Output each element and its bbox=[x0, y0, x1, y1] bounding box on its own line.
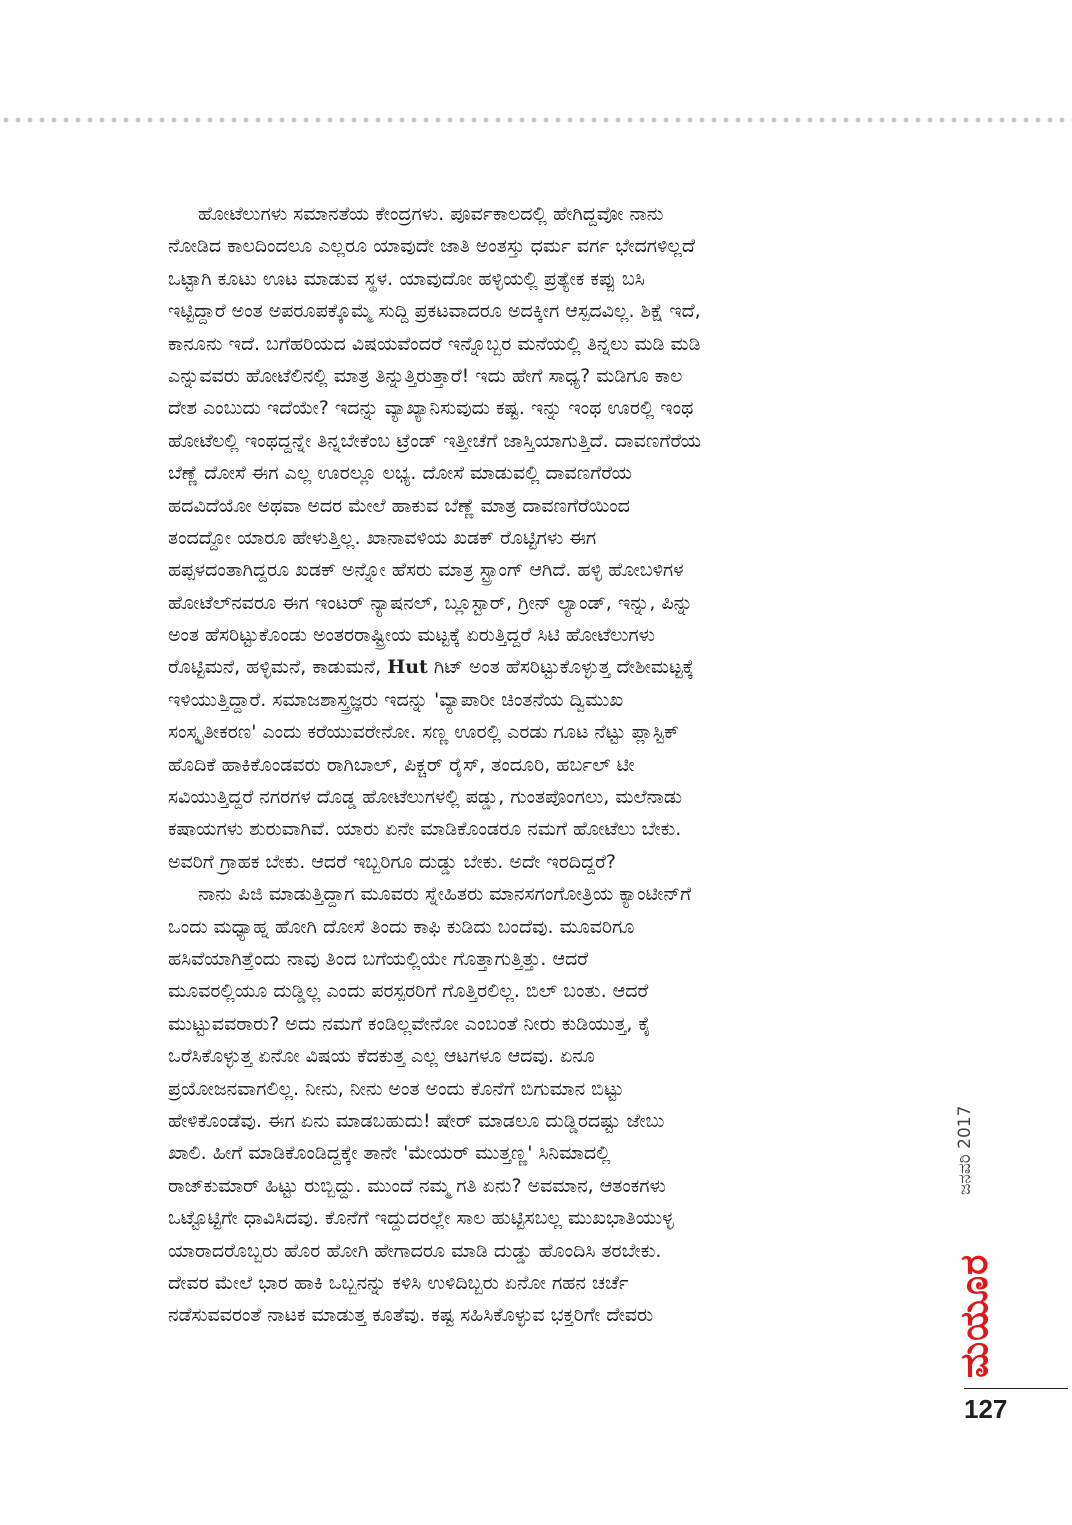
issue-date: ಜನವರಿ 2017 bbox=[955, 1105, 975, 1195]
article-line: ನೋಡಿದ ಕಾಲದಿಂದಲೂ ಎಲ್ಲರೂ ಯಾವುದೇ ಜಾತಿ ಅಂತಸ್ತು ಧರ್ಮ ವರ್ಗ ಭೇದಗಳಿಲ್ಲದೆ bbox=[168, 235, 695, 258]
footer-rule bbox=[964, 1388, 1068, 1389]
article-line: ದೇವರ ಮೇಲೆ ಭಾರ ಹಾಕಿ ಒಬ್ಬನನ್ನು ಕಳಿಸಿ ಉಳಿದಿಬ್ಬರು ಏನೋ ಗಹನ ಚರ್ಚೆ bbox=[168, 1271, 629, 1294]
article-line: ಮೂವರಲ್ಲಿಯೂ ದುಡ್ಡಿಲ್ಲ ಎಂದು ಪರಸ್ಪರರಿಗೆ ಗೊತ್ತಿರಲಿಲ್ಲ. ಬಿಲ್ ಬಂತು. ಆದರೆ bbox=[168, 980, 649, 1003]
dotted-header-rule bbox=[0, 116, 1072, 124]
article-line: ಹೋಟೆಲಲ್ಲಿ ಇಂಥದ್ದನ್ನೇ ತಿನ್ನಬೇಕೆಂಬ ಟ್ರೆಂಡ್ ಇತ್ತೀಚೆಗೆ ಜಾಸ್ತಿಯಾಗುತ್ತಿದೆ. ದಾವಣಗೆರೆಯ bbox=[168, 429, 701, 452]
article-line: ಕಷಾಯಗಳು ಶುರುವಾಗಿವೆ. ಯಾರು ಏನೇ ಮಾಡಿಕೊಂಡರೂ ನಮಗೆ ಹೋಟೆಲು ಬೇಕು. bbox=[168, 818, 682, 841]
article-line: ಎನ್ನುವವರು ಹೋಟೆಲಿನಲ್ಲಿ ಮಾತ್ರ ತಿನ್ನುತ್ತಿರುತ್ತಾರೆ! ಇದು ಹೇಗೆ ಸಾಧ್ಯ? ಮಡಿಗೂ ಕಾಲ bbox=[168, 364, 683, 387]
article-line: ಹದವಿದೆಯೋ ಅಥವಾ ಅದರ ಮೇಲೆ ಹಾಕುವ ಬೆಣ್ಣೆ ಮಾತ್ರ ದಾವಣಗೆರೆಯಿಂದ bbox=[168, 494, 630, 517]
latin-word: Hut bbox=[387, 656, 428, 679]
article-line: ಬೆಣ್ಣೆ ದೋಸೆ ಈಗ ಎಲ್ಲ ಊರಲ್ಲೂ ಲಭ್ಯ. ದೋಸೆ ಮಾಡುವಲ್ಲಿ ದಾವಣಗೆರೆಯ bbox=[168, 462, 632, 485]
page-number: 127 bbox=[964, 1394, 1008, 1424]
article-line: ಹಸಿವೆಯಾಗಿತ್ತೆಂದು ನಾವು ತಿಂದ ಬಗೆಯಲ್ಲಿಯೇ ಗೊತ್ತಾಗುತ್ತಿತ್ತು. ಆದರೆ bbox=[168, 947, 589, 970]
article-body bbox=[168, 198, 920, 1332]
article-line: ಒಂದು ಮಧ್ಯಾಹ್ನ ಹೋಗಿ ದೋಸೆ ತಿಂದು ಕಾಫಿ ಕುಡಿದು ಬಂದೆವು. ಮೂವರಿಗೂ bbox=[168, 915, 635, 938]
article-line: ಅವರಿಗೆ ಗ್ರಾಹಕ ಬೇಕು. ಆದರೆ ಇಬ್ಬರಿಗೂ ದುಡ್ಡು ಬೇಕು. ಅದೇ ಇರದಿದ್ದರೆ? bbox=[168, 850, 616, 873]
article-line: ಅಂತ ಹೆಸರಿಟ್ಟುಕೊಂಡು ಅಂತರರಾಷ್ಟ್ರೀಯ ಮಟ್ಟಕ್ಕೆ ಏರುತ್ತಿದ್ದರೆ ಸಿಟಿ ಹೋಟೆಲುಗಳು bbox=[168, 624, 656, 647]
article-line: ಸಂಸ್ಕೃತೀಕರಣ' ಎಂದು ಕರೆಯುವರೇನೋ. ಸಣ್ಣ ಊರಲ್ಲಿ ಎರಡು ಗೂಟ ನೆಟ್ಟು ಪ್ಲಾಸ್ಟಿಕ್ bbox=[168, 721, 679, 744]
article-line: ಮುಟ್ಟುವವರಾರು? ಅದು ನಮಗೆ ಕಂಡಿಲ್ಲವೇನೋ ಎಂಬಂತೆ ನೀರು ಕುಡಿಯುತ್ತ, ಕೈ bbox=[168, 1012, 651, 1035]
article-line: ಸವಿಯುತ್ತಿದ್ದರೆ ನಗರಗಳ ದೊಡ್ಡ ಹೋಟೆಲುಗಳಲ್ಲಿ ಪಡ್ಡು, ಗುಂತಪೊಂಗಲು, ಮಲೆನಾಡು bbox=[168, 786, 682, 809]
article-line: ಹಪ್ಪಳದಂತಾಗಿದ್ದರೂ ಖಡಕ್ ಅನ್ನೋ ಹೆಸರು ಮಾತ್ರ ಸ್ಟ್ರಾಂಗ್ ಆಗಿದೆ. ಹಳ್ಳಿ ಹೋಬಳಿಗಳ bbox=[168, 559, 684, 582]
article-line: ನಡೆಸುವವರಂತೆ ನಾಟಕ ಮಾಡುತ್ತ ಕೂತೆವು. ಕಷ್ಟ ಸಹಿಸಿಕೊಳ್ಳುವ ಭಕ್ತರಿಗೇ ದೇವರು bbox=[168, 1304, 654, 1327]
article-line: ಹೋಟೆಲ್‌ನವರೂ ಈಗ ಇಂಟರ್ ನ್ಯಾಷನಲ್, ಬ್ಲೂಸ್ಟಾರ್, ಗ್ರೀನ್ ಲ್ಯಾಂಡ್, ಇನ್ನು, ಪಿನ್ನು bbox=[168, 591, 693, 614]
article-line: ಇಳಿಯುತ್ತಿದ್ದಾರೆ. ಸಮಾಜಶಾಸ್ತ್ರಜ್ಞರು ಇದನ್ನು 'ವ್ಯಾಪಾರೀ ಚಿಂತನೆಯ ದ್ವಿಮುಖ bbox=[168, 688, 624, 711]
article-line: ರೊಟ್ಟಿಮನೆ, ಹಳ್ಳಿಮನೆ, ಕಾಡುಮನೆ, Hut ಗಿಟ್ ಅಂತ ಹೆಸರಿಟ್ಟುಕೊಳ್ಳುತ್ತ ದೇಶೀಮಟ್ಟಕ್ಕೆ bbox=[168, 656, 694, 679]
article-line: ಒರೆಸಿಕೊಳ್ಳುತ್ತ ಏನೋ ವಿಷಯ ಕೆದಕುತ್ತ ಎಲ್ಲ ಆಟಗಳೂ ಆದವು. ಏನೂ bbox=[168, 1045, 595, 1068]
article-line: ಹೊದಿಕೆ ಹಾಕಿಕೊಂಡವರು ರಾಗಿಬಾಲ್, ಪಿಕ್ಚರ್ ರೈಸ್, ತಂದೂರಿ, ಹರ್ಬಲ್ ಟೀ bbox=[168, 753, 635, 776]
article-line: ಖಾಲಿ. ಹೀಗೆ ಮಾಡಿಕೊಂಡಿದ್ದಕ್ಕೇ ತಾನೇ 'ಮೇಯರ್ ಮುತ್ತಣ್ಣ' ಸಿನಿಮಾದಲ್ಲಿ bbox=[168, 1142, 611, 1165]
article-line: ರಾಜ್‌ಕುಮಾರ್ ಹಿಟ್ಟು ರುಬ್ಬಿದ್ದು. ಮುಂದೆ ನಮ್ಮ ಗತಿ ಏನು? ಅವಮಾನ, ಆತಂಕಗಳು bbox=[168, 1174, 666, 1197]
article-line: ಯಾರಾದರೊಬ್ಬರು ಹೊರ ಹೋಗಿ ಹೇಗಾದರೂ ಮಾಡಿ ದುಡ್ಡು ಹೊಂದಿಸಿ ತರಬೇಕು. bbox=[168, 1239, 662, 1262]
article-line: ತಂದದ್ದೋ ಯಾರೂ ಹೇಳುತ್ತಿಲ್ಲ. ಖಾನಾವಳಿಯ ಖಡಕ್ ರೊಟ್ಟಿಗಳು ಈಗ bbox=[168, 526, 597, 549]
article-line: ಕಾನೂನು ಇದೆ. ಬಗೆಹರಿಯದ ವಿಷಯವೆಂದರೆ ಇನ್ನೊಬ್ಬರ ಮನೆಯಲ್ಲಿ ತಿನ್ನಲು ಮಡಿ ಮಡಿ bbox=[168, 332, 701, 355]
magazine-logo: ಮಯೂರ bbox=[952, 1253, 996, 1378]
article-line: ಹೇಳಿಕೊಂಡೆವು. ಈಗ ಏನು ಮಾಡಬಹುದು! ಷೇರ್ ಮಾಡಲೂ ದುಡ್ಡಿರದಷ್ಟು ಜೇಬು bbox=[168, 1109, 665, 1132]
article-line: ಪ್ರಯೋಜನವಾಗಲಿಲ್ಲ. ನೀನು, ನೀನು ಅಂತ ಅಂದು ಕೊನೆಗೆ ಬಿಗುಮಾನ ಬಿಟ್ಟು bbox=[168, 1077, 624, 1100]
article-line: ಇಟ್ಟಿದ್ದಾರೆ ಅಂತ ಅಪರೂಪಕ್ಕೊಮ್ಮೆ ಸುದ್ದಿ ಪ್ರಕಟವಾದರೂ ಅದಕ್ಕೀಗ ಆಸ್ಪದವಿಲ್ಲ. ಶಿಕ್ಷೆ ಇದೆ, bbox=[168, 300, 701, 323]
article-line: ಹೋಟೆಲುಗಳು ಸಮಾನತೆಯ ಕೇಂದ್ರಗಳು. ಪೂರ್ವಕಾಲದಲ್ಲಿ ಹೇಗಿದ್ದವೋ ನಾನು bbox=[198, 203, 664, 225]
article-line: ನಾನು ಪಿಜಿ ಮಾಡುತ್ತಿದ್ದಾಗ ಮೂವರು ಸ್ನೇಹಿತರು ಮಾನಸಗಂಗೋತ್ರಿಯ ಕ್ಯಾಂಟೀನ್‌ಗೆ bbox=[198, 883, 692, 906]
article-line: ಒಟ್ಟೊಟ್ಟಿಗೇ ಧಾವಿಸಿದವು. ಕೊನೆಗೆ ಇದ್ದುದರಲ್ಲೇ ಸಾಲ ಹುಟ್ಟಿಸಬಲ್ಲ ಮುಖಭಾತಿಯುಳ್ಳ bbox=[168, 1207, 674, 1230]
article-line: ಒಟ್ಟಾಗಿ ಕೂಟು ಊಟ ಮಾಡುವ ಸ್ಥಳ. ಯಾವುದೋ ಹಳ್ಳಿಯಲ್ಲಿ ಪ್ರತ್ಯೇಕ ಕಪ್ಪು ಬಸಿ bbox=[168, 267, 645, 290]
article-line: ದೇಶ ಎಂಬುದು ಇದೆಯೇ? ಇದನ್ನು ವ್ಯಾಖ್ಯಾನಿಸುವುದು ಕಷ್ಟ. ಇನ್ನು ಇಂಥ ಊರಲ್ಲಿ ಇಂಥ bbox=[168, 397, 694, 420]
